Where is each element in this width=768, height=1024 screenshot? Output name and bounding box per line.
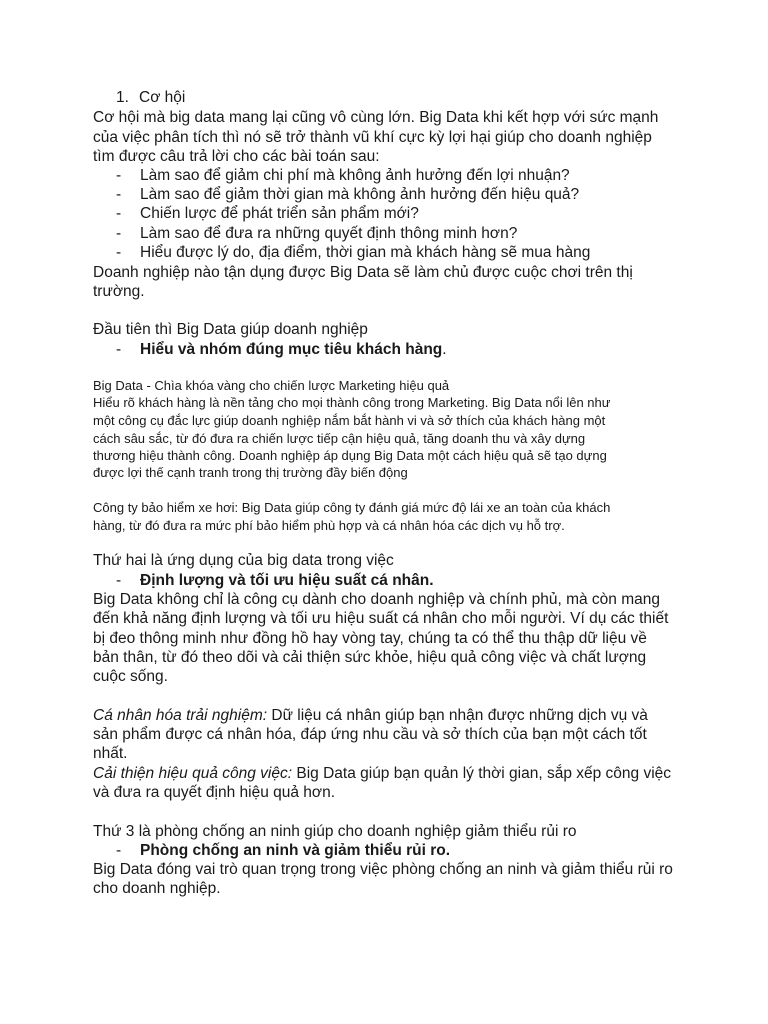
bullet-dash: -	[116, 842, 122, 859]
section2-para-line-1: Big Data không chỉ là công cụ dành cho doanh nghiệp và chính phủ, mà còn mang	[93, 591, 661, 608]
section1-bullet	[140, 340, 447, 360]
intro-line-1: Cơ hội mà big data mang lại cũng vô cùng lớn. Big Data khi kết hợp với sức mạnh	[93, 109, 659, 126]
section1-para2-line-1: Công ty bảo hiểm xe hơi: Big Data giúp công ty đánh giá mức độ lái xe an toàn của khách	[93, 500, 611, 515]
bullet-dash: -	[116, 572, 122, 589]
intro-closing-1: Doanh nghiệp nào tận dụng được Big Data sẽ làm chủ được cuộc chơi trên thị	[93, 264, 633, 281]
bullet-dash: -	[116, 167, 122, 184]
intro-bullet-2: Làm sao để giảm thời gian mà không ảnh hưởng đến hiệu quả?	[140, 186, 580, 203]
heading-title: Cơ hội	[139, 89, 186, 106]
section2-para-line-3: bị đeo thông minh như đồng hồ hay vòng tay, chúng ta có thể thu thập dữ liệu về	[93, 630, 647, 647]
intro-line-3: tìm được câu trả lời cho các bài toán sau:	[93, 148, 380, 165]
work-text: Big Data giúp bạn quản lý thời gian, sắp xếp công việc	[292, 765, 672, 782]
heading-number: 1.	[116, 89, 129, 106]
bullet-dash: -	[116, 244, 122, 261]
section1-para1-line-2: Hiểu rõ khách hàng là nền tảng cho mọi thành công trong Marketing. Big Data nổi lên như	[93, 395, 611, 410]
section1-para1-line-1: Big Data - Chìa khóa vàng cho chiến lược Marketing hiệu quả	[93, 378, 450, 393]
personal-line-2: sản phẩm được cá nhân hóa, đáp ứng nhu cầu và sở thích của bạn một cách tốt	[93, 726, 647, 743]
intro-bullet-3: Chiến lược để phát triển sản phẩm mới?	[140, 205, 419, 222]
section2-lead: Thứ hai là ứng dụng của big data trong việc	[93, 552, 394, 569]
section3-lead: Thứ 3 là phòng chống an ninh giúp cho doanh nghiệp giảm thiểu rủi ro	[93, 823, 577, 840]
personal-line-3: nhất.	[93, 745, 128, 762]
section2-bullet: Định lượng và tối ưu hiệu suất cá nhân.	[140, 572, 434, 589]
section1-para1-line-3: một công cụ đắc lực giúp doanh nghiệp nắm bắt hành vi và sở thích của khách hàng một	[93, 413, 606, 428]
intro-bullet-5: Hiểu được lý do, địa điểm, thời gian mà khách hàng sẽ mua hàng	[140, 244, 591, 261]
section3-para-line-1: Big Data đóng vai trò quan trọng trong việc phòng chống an ninh và giảm thiểu rủi ro	[93, 861, 673, 878]
intro-line-2: của việc phân tích thì nó sẽ trở thành vũ khí cực kỳ lợi hại giúp cho doanh nghiệp	[93, 129, 652, 146]
section1-bullet-text: Hiểu và nhóm đúng mục tiêu khách hàng	[140, 341, 443, 358]
section1-para1-line-6: được lợi thế cạnh tranh trong thị trường đầy biến động	[93, 465, 408, 480]
section1-para1-line-5: thương hiệu thành công. Doanh nghiệp áp dụng Big Data một cách hiệu quả sẽ tạo dựng	[93, 448, 607, 463]
section2-para-line-5: cuộc sống.	[93, 668, 168, 685]
section1-lead: Đầu tiên thì Big Data giúp doanh nghiệp	[93, 321, 368, 338]
section1-para1-line-4: cách sâu sắc, từ đó đưa ra chiến lược tiếp cận hiệu quả, tăng doanh thu và xây dựng	[93, 431, 586, 446]
personal-line-1	[93, 706, 648, 726]
work-line-2: và đưa ra quyết định hiệu quả hơn.	[93, 784, 336, 801]
bullet-dash: -	[116, 205, 122, 222]
intro-bullet-4: Làm sao để đưa ra những quyết định thông minh hơn?	[140, 225, 518, 242]
work-label: Cải thiện hiệu quả công việc:	[93, 765, 293, 782]
section2-para-line-4: bản thân, từ đó theo dõi và cải thiện sức khỏe, hiệu quả công việc và chất lượng	[93, 649, 647, 666]
section2-para-line-2: đến khả năng định lượng và tối ưu hiệu suất cá nhân cho mỗi người. Ví dụ các thiết	[93, 610, 669, 627]
personal-label: Cá nhân hóa trải nghiệm:	[93, 707, 268, 724]
section3-para-line-2: cho doanh nghiệp.	[93, 880, 221, 897]
intro-bullet-1: Làm sao để giảm chi phí mà không ảnh hưởng đến lợi nhuận?	[140, 167, 570, 184]
section1-bullet-suffix: .	[442, 341, 447, 358]
intro-closing-2: trường.	[93, 283, 145, 300]
bullet-dash: -	[116, 186, 122, 203]
section3-bullet: Phòng chống an ninh và giảm thiểu rủi ro.	[140, 842, 451, 859]
bullet-dash: -	[116, 225, 122, 242]
bullet-dash: -	[116, 341, 122, 358]
work-line-1	[93, 764, 671, 784]
personal-text: Dữ liệu cá nhân giúp bạn nhận được những dịch vụ và	[267, 707, 648, 724]
section1-para2-line-2: hàng, từ đó đưa ra mức phí bảo hiểm phù hợp và cá nhân hóa các dịch vụ hỗ trợ.	[93, 518, 565, 533]
